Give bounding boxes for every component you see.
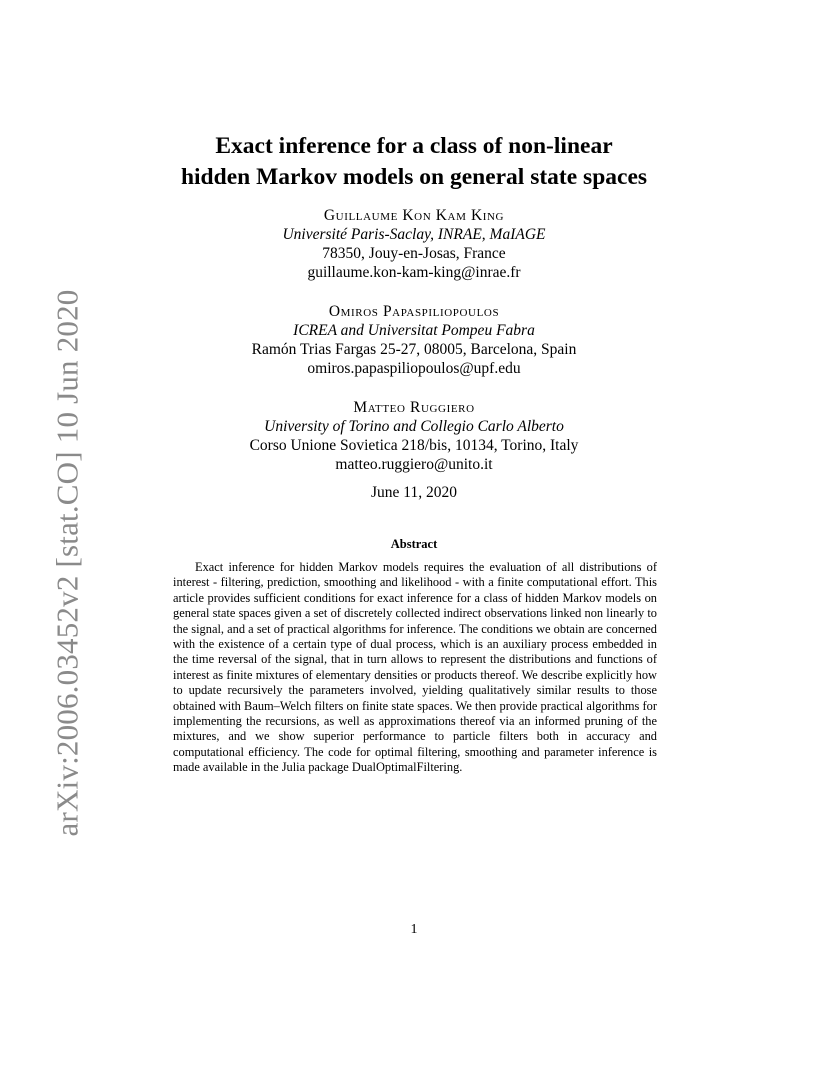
page-number: 1 [410, 922, 418, 937]
arxiv-identifier-text: arXiv:2006.03452v2 [stat.CO] 10 Jun 2020 [50, 288, 85, 837]
abstract-body: Exact inference for hidden Markov models requires the evaluation of all distributions of interest - filtering, prediction, smoothing and likelihood - with a finite computational effort. This article provides sufficient conditions for exact inference for a class of hidden Markov models on general state spaces given a set of discretely collected indirect observations linked non linearly to the signal, and a set of practical algorithms for inference. The conditions we obtain are concerned with the existence of a certain type of dual process, which is an auxiliary process embedded in the time reversal of the signal, that in turn allows to represent the distributions and functions of interest as finite mixtures of elementary densities or products thereof. We describe explicitly how to update recursively the parameters involved, yielding qualitatively similar results to those obtained with Baum–Welch filters on finite state spaces. We then provide practical algorithms for implementing the recursions, as well as approximations thereof via an informed pruning of the mixtures, and we show superior performance to particle filters both in accuracy and computational efficiency. The code for optimal filtering, smoothing and parameter inference is made available in the Julia package DualOptimalFiltering. [173, 560, 657, 775]
author-address: Corso Unione Sovietica 218/bis, 10134, Torino, Italy [249, 437, 579, 454]
author-email[interactable]: guillaume.kon-kam-king@inrae.fr [307, 264, 521, 281]
author-affiliation: ICREA and Universitat Pompeu Fabra [293, 322, 535, 339]
author-name: Guillaume Kon Kam King [323, 207, 505, 224]
author-affiliation: Université Paris-Saclay, INRAE, MaIAGE [282, 226, 546, 243]
author-block-1 [0, 206, 828, 282]
author-address: Ramón Trias Fargas 25-27, 08005, Barcelona, Spain [251, 341, 577, 358]
author-email[interactable]: matteo.ruggiero@unito.it [335, 456, 493, 473]
paper-title [0, 131, 828, 193]
paper-title-line-2: hidden Markov models on general state spaces [180, 164, 648, 190]
author-block-3 [0, 398, 828, 474]
paper-title-line-1: Exact inference for a class of non-linear [215, 133, 613, 159]
author-name: Matteo Ruggiero [353, 399, 475, 416]
author-address: 78350, Jouy-en-Josas, France [322, 245, 506, 262]
abstract-heading: Abstract [390, 537, 438, 551]
author-block-2 [0, 302, 828, 378]
author-affiliation: University of Torino and Collegio Carlo Alberto [264, 418, 564, 435]
author-name: Omiros Papaspiliopoulos [328, 303, 500, 320]
author-email[interactable]: omiros.papaspiliopoulos@upf.edu [307, 360, 521, 377]
paper-date: June 11, 2020 [371, 484, 457, 501]
